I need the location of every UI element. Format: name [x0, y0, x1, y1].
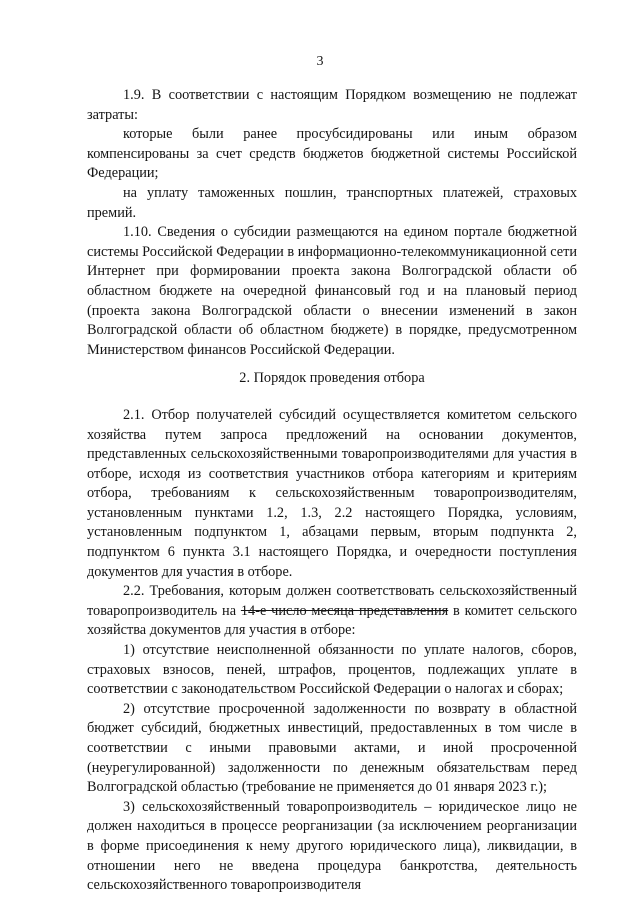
- paragraph-2-1: 2.1. Отбор получателей субсидий осуществляется комитетом сельского хозяйства путем запроса предложений на основании документов, представленных сельскохозяйственными товаропроизводителями для участия в отборе, исходя из соответствия участников отбора категориям и критериям отбора, требованиям к сельскохозяйственным товаропроизводителям, установленным пунктами 1.2, 1.3, 2.2 настоящего Порядка, условиям, установленным подпунктом 1, абзацами первым, вторым подпункта 2, подпунктом 6 пункта 3.1 настоящего Порядка, и очередности поступления документов для участия в отборе.: [87, 406, 577, 580]
- paragraph-2-2-start: 2.2. Требования, которым должен соответствовать сельскохозяйственный товаропроизводитель на: [87, 583, 577, 619]
- paragraph-1-9: 1.9. В соответствии с настоящим Порядком возмещению не подлежат затраты:: [87, 87, 577, 123]
- page-number: 3: [316, 54, 324, 69]
- struck-text: 14-е число месяца представления: [240, 602, 449, 619]
- paragraph-subsidized-costs: которые были ранее просубсидированы или иным образом компенсированы за счет средств бюджетов бюджетной системы Российской Федерации;: [87, 126, 577, 182]
- requirement-2: 2) отсутствие просроченной задолженности по возврату в областной бюджет субсидий, бюджетных инвестиций, предоставленных в том числе в соответствии с иными правовыми актами, и иной просроченной (неурегулированной) задолженности по денежным обязательствам перед Волгоградской областью (требование не применяется до 01 января 2023 г.);: [87, 700, 577, 796]
- paragraph-customs-costs: на уплату таможенных пошлин, транспортных платежей, страховых премий.: [87, 184, 577, 221]
- requirement-3: 3) сельскохозяйственный товаропроизводитель – юридическое лицо не должен находиться в процессе реорганизации (за исключением реорганизации в форме присоединения к нему другого юридического лица), ликвидации, в отношении него не введена процедура банкротства, деятельность сельскохозяйственного товаропроизводителя: [87, 798, 577, 894]
- section-heading: 2. Порядок проведения отбора: [239, 370, 425, 387]
- paragraph-1-10: 1.10. Сведения о субсидии размещаются на едином портале бюджетной системы Российской Федерации в информационно-телекоммуникационной сети Интернет при формировании проекта закона Волгоградской области об областном бюджете на очередной финансовый год и на плановый период (проекта закона Волгоградской области о внесении изменений в закон Волгоградской области об областном бюджете) в порядке, предусмотренном Министерством финансов Российской Федерации.: [87, 224, 577, 358]
- document-body: [87, 86, 577, 896]
- paragraph-2-2-end: в комитет сельского хозяйства документов для участия в отборе:: [87, 602, 578, 639]
- requirement-1: 1) отсутствие неисполненной обязанности по уплате налогов, сборов, страховых взносов, пеней, штрафов, процентов, подлежащих уплате в соответствии с законодательством Российской Федерации о налогах и сборах;: [87, 642, 577, 698]
- paragraph-2-2: [87, 582, 577, 641]
